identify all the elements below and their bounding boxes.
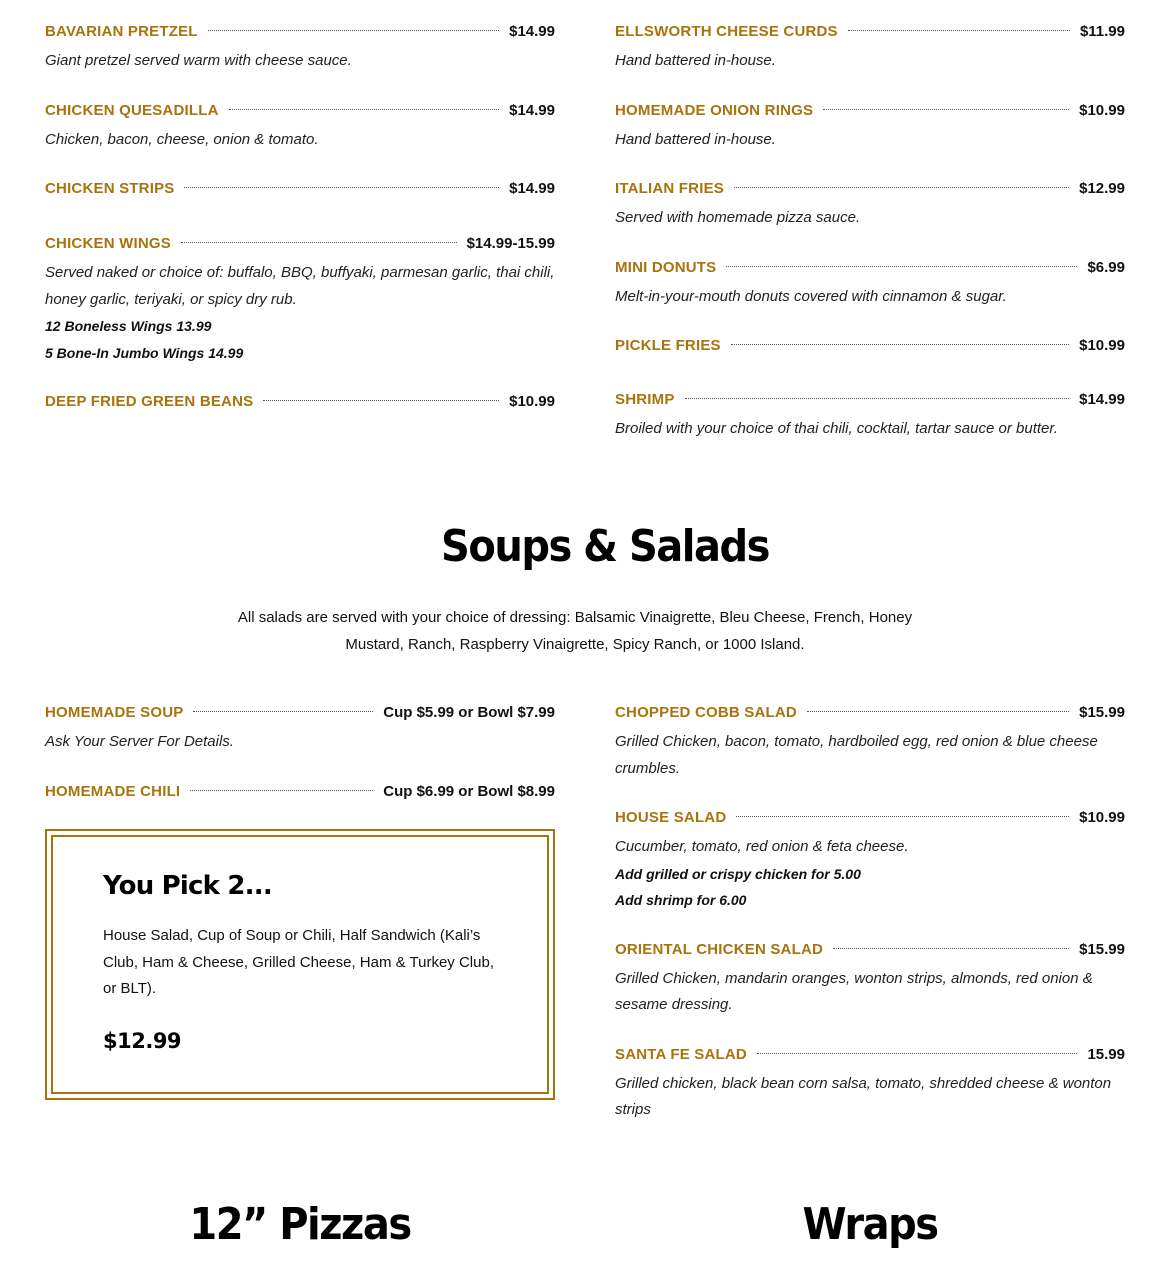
salads-column xyxy=(615,704,1125,1124)
menu-item-header xyxy=(615,23,1125,47)
menu-item-description: Grilled Chicken, mandarin oranges, wonton strips, almonds, red onion & sesame dressing. xyxy=(615,969,1093,1013)
dotted-leader xyxy=(190,790,373,791)
menu-item-addon: Add grilled or crispy chicken for 5.00 xyxy=(615,865,861,882)
menu-item-name: CHOPPED COBB SALAD xyxy=(615,704,797,721)
wraps-title: Wraps xyxy=(802,1200,938,1250)
menu-item-price: $10.99 xyxy=(509,393,555,410)
appetizers-left-column xyxy=(45,23,555,443)
menu-item-description: Hand battered in-house. xyxy=(615,52,776,69)
menu-item-price: $14.99-15.99 xyxy=(466,235,555,252)
menu-item-description: Hand battered in-house. xyxy=(615,130,776,148)
dotted-leader xyxy=(193,711,373,712)
menu-item xyxy=(615,941,1125,1019)
menu-item-addon: Add shrimp for 6.00 xyxy=(615,892,747,908)
menu-item-header xyxy=(615,337,1125,361)
menu-item-description: Melt-in-your-mouth donuts covered with cinnamon & sugar. xyxy=(615,287,1007,305)
menu-item-name: CHICKEN QUESADILLA xyxy=(45,101,219,119)
menu-item xyxy=(45,180,555,204)
menu-item-header xyxy=(45,23,555,47)
menu-item-header xyxy=(45,235,555,259)
menu-item-price: Cup $5.99 or Bowl $7.99 xyxy=(383,704,555,721)
menu-item-name: HOMEMADE CHILI xyxy=(45,782,181,800)
menu-item-price: $6.99 xyxy=(1087,258,1125,276)
menu-item-description: Giant pretzel served warm with cheese sauce. xyxy=(45,52,352,69)
menu-item-header xyxy=(45,393,555,417)
you-pick-2-description: House Salad, Cup of Soup or Chili, Half Sandwich (Kali’s Club, Ham & Cheese, Grilled Cheese, Ham & Turkey Club, or BLT). xyxy=(103,927,494,997)
dotted-leader xyxy=(848,30,1070,31)
menu-item-header xyxy=(615,102,1125,126)
menu-item-name: DEEP FRIED GREEN BEANS xyxy=(45,393,254,410)
menu-item-name: CHICKEN WINGS xyxy=(45,235,171,252)
menu-item-header xyxy=(615,941,1125,965)
dotted-leader xyxy=(184,187,499,188)
menu-item-price: $14.99 xyxy=(509,23,555,40)
menu-item-description: Served naked or choice of: buffalo, BBQ, buffyaki, parmesan garlic, thai chili, honey garlic, teriyaki, or spicy dry rub. xyxy=(45,264,555,308)
menu-item-name: ELLSWORTH CHEESE CURDS xyxy=(615,23,838,40)
menu-item xyxy=(45,704,555,756)
soups-salads-title: Soups & Salads xyxy=(441,522,769,572)
menu-item-price: $10.99 xyxy=(1079,809,1125,826)
menu-item-price: 15.99 xyxy=(1087,1045,1125,1063)
menu-item-header xyxy=(45,783,555,807)
you-pick-2-title: You Pick 2... xyxy=(103,871,272,901)
dressing-intro-line-1: All salads are served with your choice of dressing: Balsamic Vinaigrette, Bleu Cheese, French, Honey xyxy=(237,609,913,626)
menu-item xyxy=(615,391,1125,443)
menu-item-header xyxy=(45,704,555,728)
menu-item-price: $10.99 xyxy=(1079,337,1125,354)
dressing-intro xyxy=(0,604,1150,658)
menu-item-header xyxy=(615,809,1125,833)
menu-item-description: Grilled Chicken, bacon, tomato, hardboiled egg, red onion & blue cheese crumbles. xyxy=(615,733,1098,777)
menu-item-price: $11.99 xyxy=(1079,23,1125,40)
dotted-leader xyxy=(263,400,499,401)
menu-item-addon: 12 Boneless Wings 13.99 xyxy=(45,318,212,334)
you-pick-2-price: $12.99 xyxy=(103,1028,182,1053)
menu-item xyxy=(615,102,1125,154)
menu-item-name: HOMEMADE SOUP xyxy=(45,704,184,721)
menu-item-description: Chicken, bacon, cheese, onion & tomato. xyxy=(45,130,319,148)
menu-item-price: $14.99 xyxy=(509,101,555,119)
menu-item-price: $15.99 xyxy=(1079,704,1125,721)
menu-item xyxy=(45,393,555,417)
dotted-leader xyxy=(757,1053,1077,1054)
menu-item-price: $12.99 xyxy=(1079,180,1125,197)
pizzas-title: 12” Pizzas xyxy=(189,1200,411,1250)
dotted-leader xyxy=(685,398,1070,399)
dressing-intro-line-2: Mustard, Ranch, Raspberry Vinaigrette, Spicy Ranch, or 1000 Island. xyxy=(345,636,805,653)
appetizers-section xyxy=(45,23,1125,443)
dotted-leader xyxy=(823,109,1069,110)
menu-item xyxy=(615,259,1125,311)
menu-item-name: SHRIMP xyxy=(615,391,675,408)
menu-item-price: Cup $6.99 or Bowl $8.99 xyxy=(383,782,555,800)
menu-item-header xyxy=(615,180,1125,204)
menu-item-description: Ask Your Server For Details. xyxy=(45,733,234,750)
you-pick-2-box xyxy=(45,829,555,1100)
menu-item-addon: 5 Bone-In Jumbo Wings 14.99 xyxy=(45,344,244,361)
menu-item xyxy=(615,704,1125,782)
menu-item-description: Broiled with your choice of thai chili, cocktail, tartar sauce or butter. xyxy=(615,420,1058,437)
dotted-leader xyxy=(181,242,457,243)
dotted-leader xyxy=(807,711,1069,712)
menu-item-price: $14.99 xyxy=(509,180,555,197)
menu-item xyxy=(45,102,555,154)
menu-item-description: Grilled chicken, black bean corn salsa, tomato, shredded cheese & wonton strips xyxy=(615,1074,1112,1118)
dotted-leader xyxy=(229,109,500,110)
menu-item xyxy=(615,337,1125,361)
menu-item-header xyxy=(615,391,1125,415)
menu-item-name: ORIENTAL CHICKEN SALAD xyxy=(615,940,824,958)
menu-item-header xyxy=(45,180,555,204)
dotted-leader xyxy=(731,344,1069,345)
menu-item-name: MINI DONUTS xyxy=(615,258,717,276)
menu-item-name: HOMEMADE ONION RINGS xyxy=(615,101,814,119)
appetizers-right-column xyxy=(615,23,1125,443)
menu-item-price: $10.99 xyxy=(1079,101,1125,119)
menu-item-name: ITALIAN FRIES xyxy=(615,180,724,197)
menu-item xyxy=(615,809,1125,914)
dotted-leader xyxy=(208,30,499,31)
menu-item-header xyxy=(615,704,1125,728)
menu-item xyxy=(45,23,555,75)
menu-item-name: HOUSE SALAD xyxy=(615,809,727,826)
menu-item-header xyxy=(45,102,555,126)
menu-item xyxy=(45,235,555,366)
menu-item-name: CHICKEN STRIPS xyxy=(45,180,175,197)
menu-item-header xyxy=(615,1046,1125,1070)
menu-item-name: PICKLE FRIES xyxy=(615,337,721,354)
menu-item xyxy=(615,23,1125,75)
dotted-leader xyxy=(734,187,1069,188)
dotted-leader xyxy=(833,948,1069,949)
menu-item-description: Cucumber, tomato, red onion & feta cheese. xyxy=(615,838,909,855)
menu-item-price: $14.99 xyxy=(1079,391,1125,408)
menu-item xyxy=(45,783,555,807)
menu-item-name: BAVARIAN PRETZEL xyxy=(45,23,198,40)
you-pick-2-inner-frame xyxy=(51,835,549,1094)
menu-item-price: $15.99 xyxy=(1079,940,1125,958)
dotted-leader xyxy=(736,816,1069,817)
menu-item-description: Served with homemade pizza sauce. xyxy=(615,209,861,226)
menu-item xyxy=(615,1046,1125,1124)
menu-item xyxy=(615,180,1125,232)
menu-item-header xyxy=(615,259,1125,283)
menu-item-name: SANTA FE SALAD xyxy=(615,1045,747,1063)
dotted-leader xyxy=(726,266,1077,267)
